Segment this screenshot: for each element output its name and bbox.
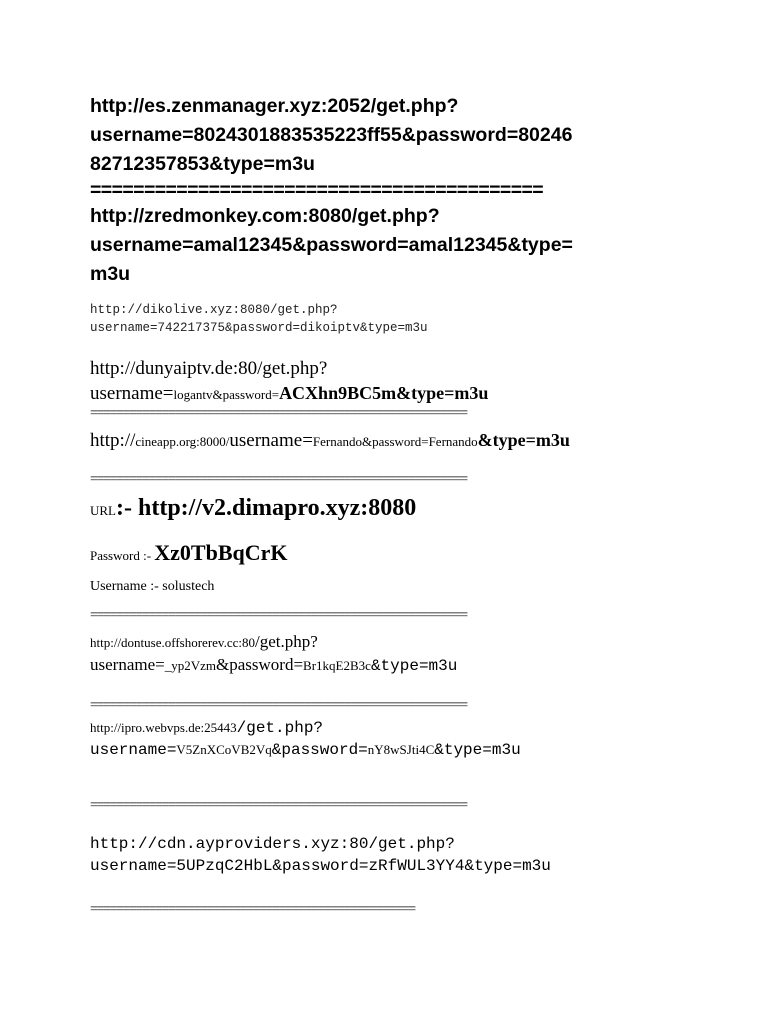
entry-text: /get.php? <box>255 632 318 651</box>
password-value: Xz0TbBqCrK <box>154 540 288 565</box>
separator: ========================================================== <box>90 799 467 813</box>
entry-line: username=742217375&password=dikoiptv&type=m3u <box>90 321 428 335</box>
entry-text: http://dontuse.offshorerev.cc:80 <box>90 635 255 650</box>
url-label: URL <box>90 503 116 518</box>
entry-text: &password= <box>271 741 368 759</box>
entry-line: http://zredmonkey.com:8080/get.php? <box>90 205 440 227</box>
entry-zenmanager <box>90 92 690 179</box>
separator-bold: ========================================== <box>90 179 544 201</box>
entry-text: username= <box>229 430 313 451</box>
separator: ========================================================== <box>90 699 467 713</box>
entry-line <box>90 654 690 677</box>
separator: ========================================================== <box>90 473 467 487</box>
entry-line: username=5UPzqC2HbL&password=zRfWUL3YY4&type=m3u <box>90 857 551 875</box>
entry-line <box>90 739 690 761</box>
entry-text: Br1kqE2B3c <box>303 658 371 673</box>
entry-text: username= <box>90 655 165 674</box>
entry-text: cineapp.org:8000/ <box>135 434 230 449</box>
entry-offshorerev <box>90 631 690 677</box>
entry-dikolive <box>90 301 690 337</box>
entry-text: &type=m3u <box>370 657 458 675</box>
entry-text: &password= <box>216 655 304 674</box>
entry-text: _yp2Vzm <box>164 658 217 673</box>
entry-dimapro-username: Username :- solustech <box>90 579 215 594</box>
entry-line <box>90 717 690 739</box>
separator: ========================================================== <box>90 609 467 623</box>
separator: ================================================== <box>90 903 415 917</box>
url-value: :- http://v2.dimapro.xyz:8080 <box>116 495 417 521</box>
entry-zredmonkey <box>90 202 690 289</box>
entry-text: &type=m3u <box>477 430 570 450</box>
separator: ========================================================== <box>90 407 467 421</box>
entry-text: V5ZnXCoVB2Vq <box>176 742 272 757</box>
entry-dunyaiptv <box>90 357 690 407</box>
entry-line: http://dunyaiptv.de:80/get.php? <box>90 358 328 379</box>
entry-line: http://dikolive.xyz:8080/get.php? <box>90 303 338 317</box>
entry-text: nY8wSJti4C <box>367 742 435 757</box>
password-label: Password :- <box>90 548 155 563</box>
entry-line: username=amal12345&password=amal12345&type= <box>90 234 573 256</box>
entry-line: m3u <box>90 263 131 285</box>
entry-line: http://cdn.ayproviders.xyz:80/get.php? <box>90 835 455 853</box>
entry-webvps <box>90 717 690 761</box>
document-page <box>90 92 690 917</box>
entry-text: logantv&password= <box>173 387 280 402</box>
entry-line: http://es.zenmanager.xyz:2052/get.php? <box>90 95 459 117</box>
entry-line <box>90 381 690 407</box>
entry-line <box>90 631 690 654</box>
entry-text: http:// <box>90 430 136 451</box>
entry-cineapp <box>90 427 690 455</box>
entry-text: http://ipro.webvps.de:25443 <box>90 720 237 735</box>
entry-ayproviders <box>90 833 690 877</box>
entry-line: 82712357853&type=m3u <box>90 153 315 175</box>
entry-dimapro-url <box>90 491 690 528</box>
entry-text: username= <box>90 741 177 759</box>
entry-text: Fernando&password=Fernando <box>312 434 478 449</box>
entry-dimapro-password <box>90 538 690 571</box>
entry-line: username=8024301883535223ff55&password=80246 <box>90 124 573 146</box>
entry-text: &type=m3u <box>434 741 521 759</box>
entry-text: /get.php? <box>236 719 324 737</box>
entry-text: ACXhn9BC5m&type=m3u <box>279 383 489 403</box>
entry-text: username= <box>90 383 174 404</box>
